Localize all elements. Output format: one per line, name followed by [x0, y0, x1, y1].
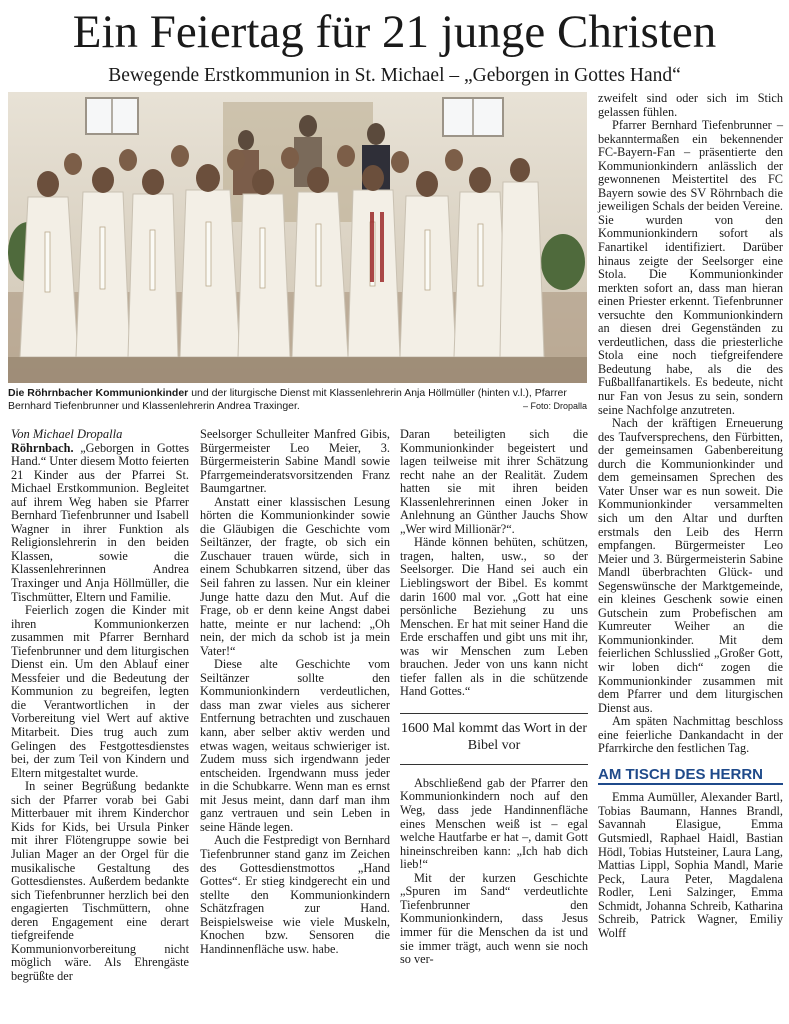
- group-photo: [8, 92, 587, 383]
- paragraph: Pfarrer Bernhard Tiefenbrunner – bekanntermaßen ein bekennender FC-Bayern-Fan – präsentierte den Kommunionkindern anlässlich der gewonnenen Meistertitel des FC Bayern sowie des SV Röhrnbach die jeweiligen Schals der beiden Vereine. Sie wurden von den Kommunionkindern sofort als Fanartikel identifiziert. Darüber hinaus zeigte der Seelsorger eine Stola. Die Kommunionkinder merkten sofort an, dass man hieran einen Priester erkennt. Tiefenbrunner versuchte den Kommunionkindern an diesen drei Gegenständen zu verdeutlichen, dass die priesterliche Stola eine noch tiefgreifendere Bedeutung habe, als die des Fußballfanartikels. Es bedeute, nicht nur Fan von Jesus zu sein, sondern seine Nachfolge anzutreten.: [598, 118, 783, 417]
- caption-text: und der liturgische Dienst mit Klassenlehrerin Anja Höllmüller (hinten v.l.), Pfarrer Bernhard Tiefenbrunner und Klassenlehrerin Andrea Traxinger.: [8, 387, 567, 412]
- article-column-3: [400, 428, 588, 967]
- article-column-2: [200, 428, 390, 956]
- paragraph: Feierlich zogen die Kinder mit ihren Kommunionkerzen zusammen mit Pfarrer Bernhard Tiefenbrunner und dem liturgischen Dienst ein. Um den Ablauf einer Messfeier und die Bedeutung der Kommunion zu begreifen, legten die Verantwortlichen in der Vorbereitung viel Wert auf aktive Mitarbeit. Dies trug auch zum Gelingen des Festgottesdienstes bei, der zum Teil von Kindern und Eltern mitgestaltet wurde.: [11, 603, 189, 780]
- subheadline: Bewegende Erstkommunion in St. Michael – „Geborgen in Gottes Hand“: [108, 65, 681, 86]
- article-column-4: [598, 92, 783, 940]
- byline: Von Michael Dropalla: [11, 427, 123, 441]
- paragraph: Mit der kurzen Geschichte „Spuren im Sand“ verdeutlichte Tiefenbrunner den Kommunionkindern, dass Jesus immer für die Menschen da ist und sie immer trägt, auch wenn sie noch so ver-: [400, 870, 588, 967]
- article-column-1: [11, 428, 189, 983]
- paragraph: zweifelt sind oder sich im Stich gelassen fühlen.: [598, 91, 783, 119]
- pull-quote-box: [400, 713, 588, 765]
- communicants-list-title: AM TISCH DES HERRN: [598, 768, 783, 786]
- communicants-list: Emma Aumüller, Alexander Bartl, Tobias Baumann, Hannes Brandl, Savannah Elasigue, Emma Gutsmiedl, Raphael Haidl, Bastian Hödl, Tobias Hutsteiner, Laura Lang, Mattias Lippl, Sophia Mandl, Marie Peck, Laura Peter, Magdalena Rodler, Leni Salzinger, Emma Schmidt, Johanna Schreib, Katharina Schreib, Patrick Wagner, Emiliy Wolff: [598, 790, 783, 940]
- paragraph: Hände können behüten, schützen, tragen, halten, usw., so der Seelsorger. Die Hand sei auch ein Lieblingswort der Bibel. Es kommt darin 1600 mal vor. „Gott hat eine persönliche Beziehung zu uns Menschen. Er hat mit seiner Hand die Erde erschaffen und gibt uns mit ihr, was wir Menschen zum Leben brauchen. Jeder von uns kann nicht tiefer fallen als in die schützende Hand Gottes.“: [400, 535, 588, 699]
- paragraph: Röhrnbach. „Geborgen in Gottes Hand.“ Unter diesem Motto feierten 21 Kinder aus der Pfarrei St. Michael Erstkommunion. Begleitet auf ihrem Weg haben sie Pfarrer Bernhard Tiefenbrunner und Isabell Wagner in ihrer Funktion als Religionslehrerin in den beiden Klassen, sowie die Klassenlehrerinnen Andrea Traxinger und Anja Höllmüller, die Tischmütter, Eltern und Familie.: [11, 440, 189, 604]
- paragraph: Am späten Nachmittag beschloss eine feierliche Dankandacht in der Pfarrkirche den festlichen Tag.: [598, 714, 783, 756]
- photo-credit: – Foto: Dropalla: [522, 401, 587, 411]
- paragraph: In seiner Begrüßung bedankte sich der Pfarrer vorab bei Gabi Mitterbauer mit ihrem Kinderchor Kids for Kids, bei Ursula Pinker mit ihrer Flötengruppe sowie bei Julian Mager an der Orgel für die musikalische Gestaltung des Gottesdienstes. Außerdem bedankte sich Tiefenbrunner herzlich bei den engagierten Tischmüttern, ohne deren Engagement eine derart tiefgreifende Kommunionvorbereitung nicht möglich wäre. Als Ehrengäste begrüßte der: [11, 779, 189, 983]
- pull-quote: 1600 Mal kommt das Wort in der Bibel vor: [400, 720, 588, 753]
- headline: Ein Feiertag für 21 junge Christen: [72, 6, 717, 58]
- paragraph: Auch die Festpredigt von Bernhard Tiefenbrunner stand ganz im Zeichen des Gottesdienstmottos „Hand Gottes“. Er stieg kindgerecht ein und stellte den Kommunionkindern Schätzfragen zur Hand. Beispielsweise wie viele Muskeln, Knochen bzw. Sensoren die Handinnenfläche usw. habe.: [200, 833, 390, 956]
- paragraph: Seelsorger Schulleiter Manfred Gibis, Bürgermeister Leo Meier, 3. Bürgermeisterin Sabine Mandl sowie Pfarrgemeinderatsvorsitzenden Franz Baumgartner.: [200, 427, 390, 496]
- paragraph: Daran beteiligten sich die Kommunionkinder begeistert und lagen teilweise mit ihrer Schätzung recht nahe an der Realität. Zudem hatten sie mit ihren beiden Klassenlehrerinnen einen Joker in Anlehnung an Günther Jauchs Show „Wer wird Millionär?“.: [400, 427, 588, 536]
- paragraph: Abschließend gab der Pfarrer den Kommunionkindern noch auf den Weg, dass jede Handinnenfläche eines Menschen weiß ist – egal welche Hautfarbe er hat –, damit Gott hineinschreiben kann: „Ich hab dich lieb!“: [400, 775, 588, 872]
- paragraph: Anstatt einer klassischen Lesung hörten die Kommunionkinder sowie die Gläubigen die Geschichte vom Seiltänzer, der fragte, ob sich ein Zuschauer trauen würde, sich in einem Schubkarren sitzend, über das Seil fahren zu lassen. Nur ein kleiner Junge hatte dazu den Mut. Auf die Frage, ob er denn keine Angst dabei hatte, meinte er nur lachend: „Oh nein, der mich da schob ist ja mein Vater!“: [200, 494, 390, 658]
- dateline: Röhrnbach.: [11, 440, 74, 455]
- paragraph: Nach der kräftigen Erneuerung des Taufversprechens, den Fürbitten, der gemeinsamen Gabenbereitung durch die Kommunionkinder und dem gemeinsamen Sprechen des Vater Unser war es nun soweit. Die Kommunionkinder versammelten sich um den Altar und durften erstmals den Leib des Herrn empfangen. Bürgermeister Leo Meier und 3. Bürgermeisterin Sabine Mandl überbrachten Glück- und Segenswünsche der Marktgemeinde, ein kleines Geschenk sowie einen Gutschein zum Probefischen am Kumreuter Weiher an die Kommunionkinder. Mit dem feierlichen Schlusslied „Großer Gott, wir loben dich“ zogen die Kommunionkinder zusammen mit dem Pfarrer und dem liturgischen Dienst aus.: [598, 416, 783, 715]
- paragraph: Diese alte Geschichte vom Seiltänzer sollte den Kommunionkindern verdeutlichen, dass man zwar vieles aus sicherer Entfernung betrachten und zuschauen kann, aber selber aktiv werden und etwas wagen, weitaus schwieriger ist. Zudem muss sich irgendwann jeder entscheiden. Irgendwann muss jeder in die Schubkarre. Wenn man es ernst mit Jesus meint, dann darf man ihm ganz vertrauen und sein Leben in seine Hände legen.: [200, 657, 390, 834]
- photo-caption: [8, 387, 587, 413]
- caption-lead: Die Röhrnbacher Kommunionkinder: [8, 387, 189, 399]
